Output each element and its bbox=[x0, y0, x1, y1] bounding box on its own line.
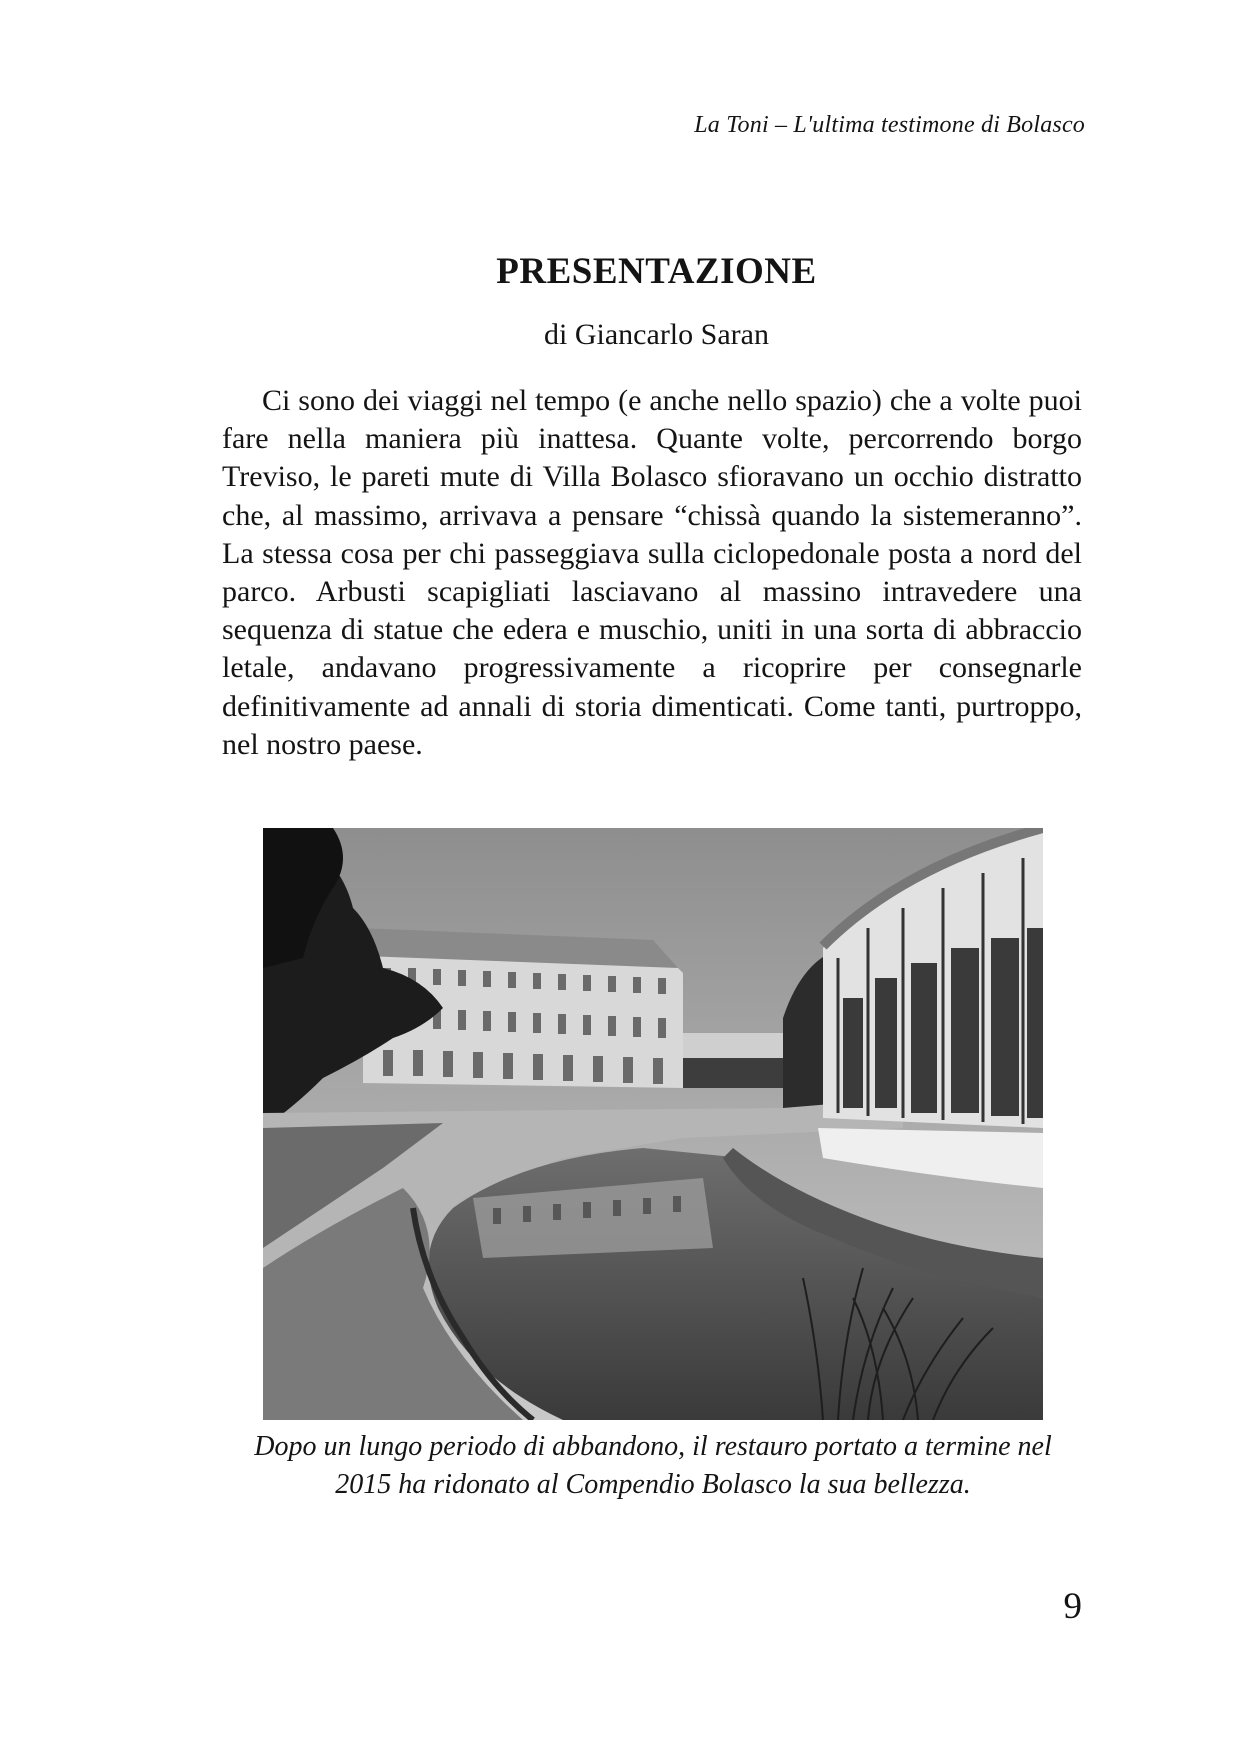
running-header: La Toni – L'ultima testimone di Bolasco bbox=[694, 112, 1085, 138]
figure-caption: Dopo un lungo periodo di abbandono, il restauro portato a termine nel 2015 ha ridonato al Compendio Bolasco la sua bellezza. bbox=[254, 1431, 1052, 1500]
body-text bbox=[222, 382, 1082, 764]
villa-bolasco-photo bbox=[263, 828, 1043, 1420]
body-paragraph: Ci sono dei viaggi nel tempo (e anche nello spazio) che a volte puoi fare nella maniera più inattesa. Quante volte, percorrendo borgo Treviso, le pareti mute di Villa Bolasco sfioravano un occhio distratto che, al massimo, arrivava a pensare “chissà quando la sistemeranno”. La stessa cosa per chi passeggiava sulla ciclopedonale posta a nord del parco. Arbusti scapigliati lasciavano al massino intravedere una sequenza di statue che edera e muschio, uniti in una sorta di abbraccio letale, andavano progressivamente a ricoprire per consegnarle definitivamente ad annali di storia dimenticati. Come tanti, purtroppo, nel nostro paese. bbox=[222, 384, 1082, 761]
page-number: 9 bbox=[1063, 1586, 1082, 1627]
author-byline: di Giancarlo Saran bbox=[544, 318, 769, 351]
page-title: PRESENTAZIONE bbox=[496, 251, 817, 292]
